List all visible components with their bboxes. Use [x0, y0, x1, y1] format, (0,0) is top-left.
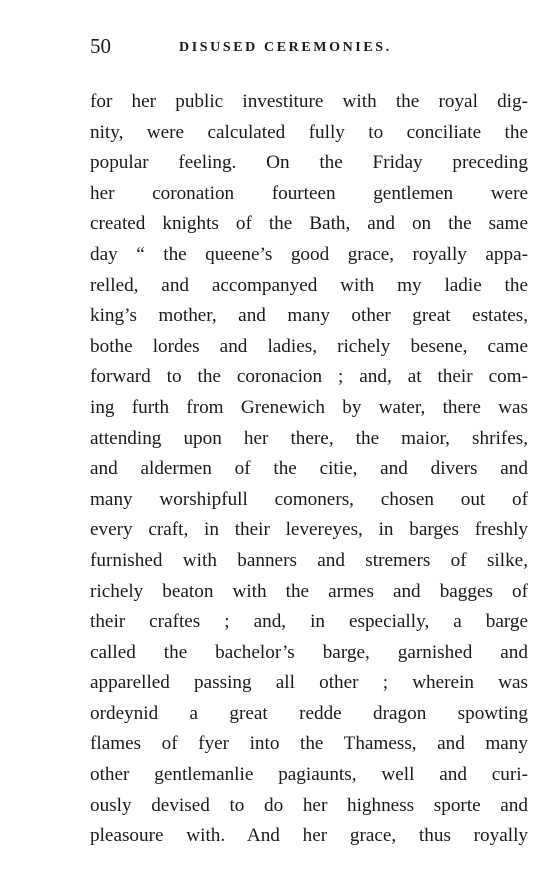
text-line: richely beaton with the armes and bagges of — [90, 580, 528, 602]
text-line: her coronation fourteen gentlemen were — [90, 182, 528, 204]
text-line: relled, and accompanyed with my ladie the — [90, 274, 528, 296]
text-line: day “ the queene’s good grace, royally appa- — [90, 243, 528, 265]
text-line: attending upon her there, the maior, shrifes, — [90, 427, 528, 449]
text-line: every craft, in their levereyes, in barges freshly — [90, 519, 528, 541]
text-line: bothe lordes and ladies, richely besene, came — [90, 335, 528, 357]
page-number: 50 — [90, 34, 111, 58]
text-line: forward to the coronacion ; and, at their com- — [90, 366, 528, 388]
text-line: furnished with banners and stremers of silke, — [90, 549, 528, 571]
text-line: flames of fyer into the Thamess, and many — [90, 733, 528, 755]
text-line: popular feeling. On the Friday preceding — [90, 152, 528, 174]
page-header — [90, 32, 530, 62]
text-line: many worshipfull comoners, chosen out of — [90, 488, 528, 510]
text-line: ously devised to do her highness sporte and — [90, 794, 528, 816]
text-line: ordeynid a great redde dragon spowting — [90, 702, 528, 724]
text-line: ing furth from Grenewich by water, there was — [90, 396, 528, 418]
text-line: and aldermen of the citie, and divers and — [90, 458, 528, 480]
text-line: their craftes ; and, in especially, a barge — [90, 611, 528, 633]
text-line: other gentlemanlie pagiaunts, well and curi- — [90, 764, 528, 786]
text-line: for her public investiture with the royal dig- — [90, 91, 528, 112]
body-text — [90, 87, 528, 852]
text-line: king’s mother, and many other great estates, — [90, 305, 528, 327]
text-line: pleasoure with. And her grace, thus royally — [90, 825, 528, 847]
running-head: DISUSED CEREMONIES. — [179, 40, 392, 55]
text-line: nity, were calculated fully to conciliate the — [90, 121, 528, 143]
text-line: apparelled passing all other ; wherein was — [90, 672, 528, 694]
text-line: created knights of the Bath, and on the same — [90, 213, 528, 235]
text-line: called the bachelor’s barge, garnished and — [90, 641, 528, 663]
